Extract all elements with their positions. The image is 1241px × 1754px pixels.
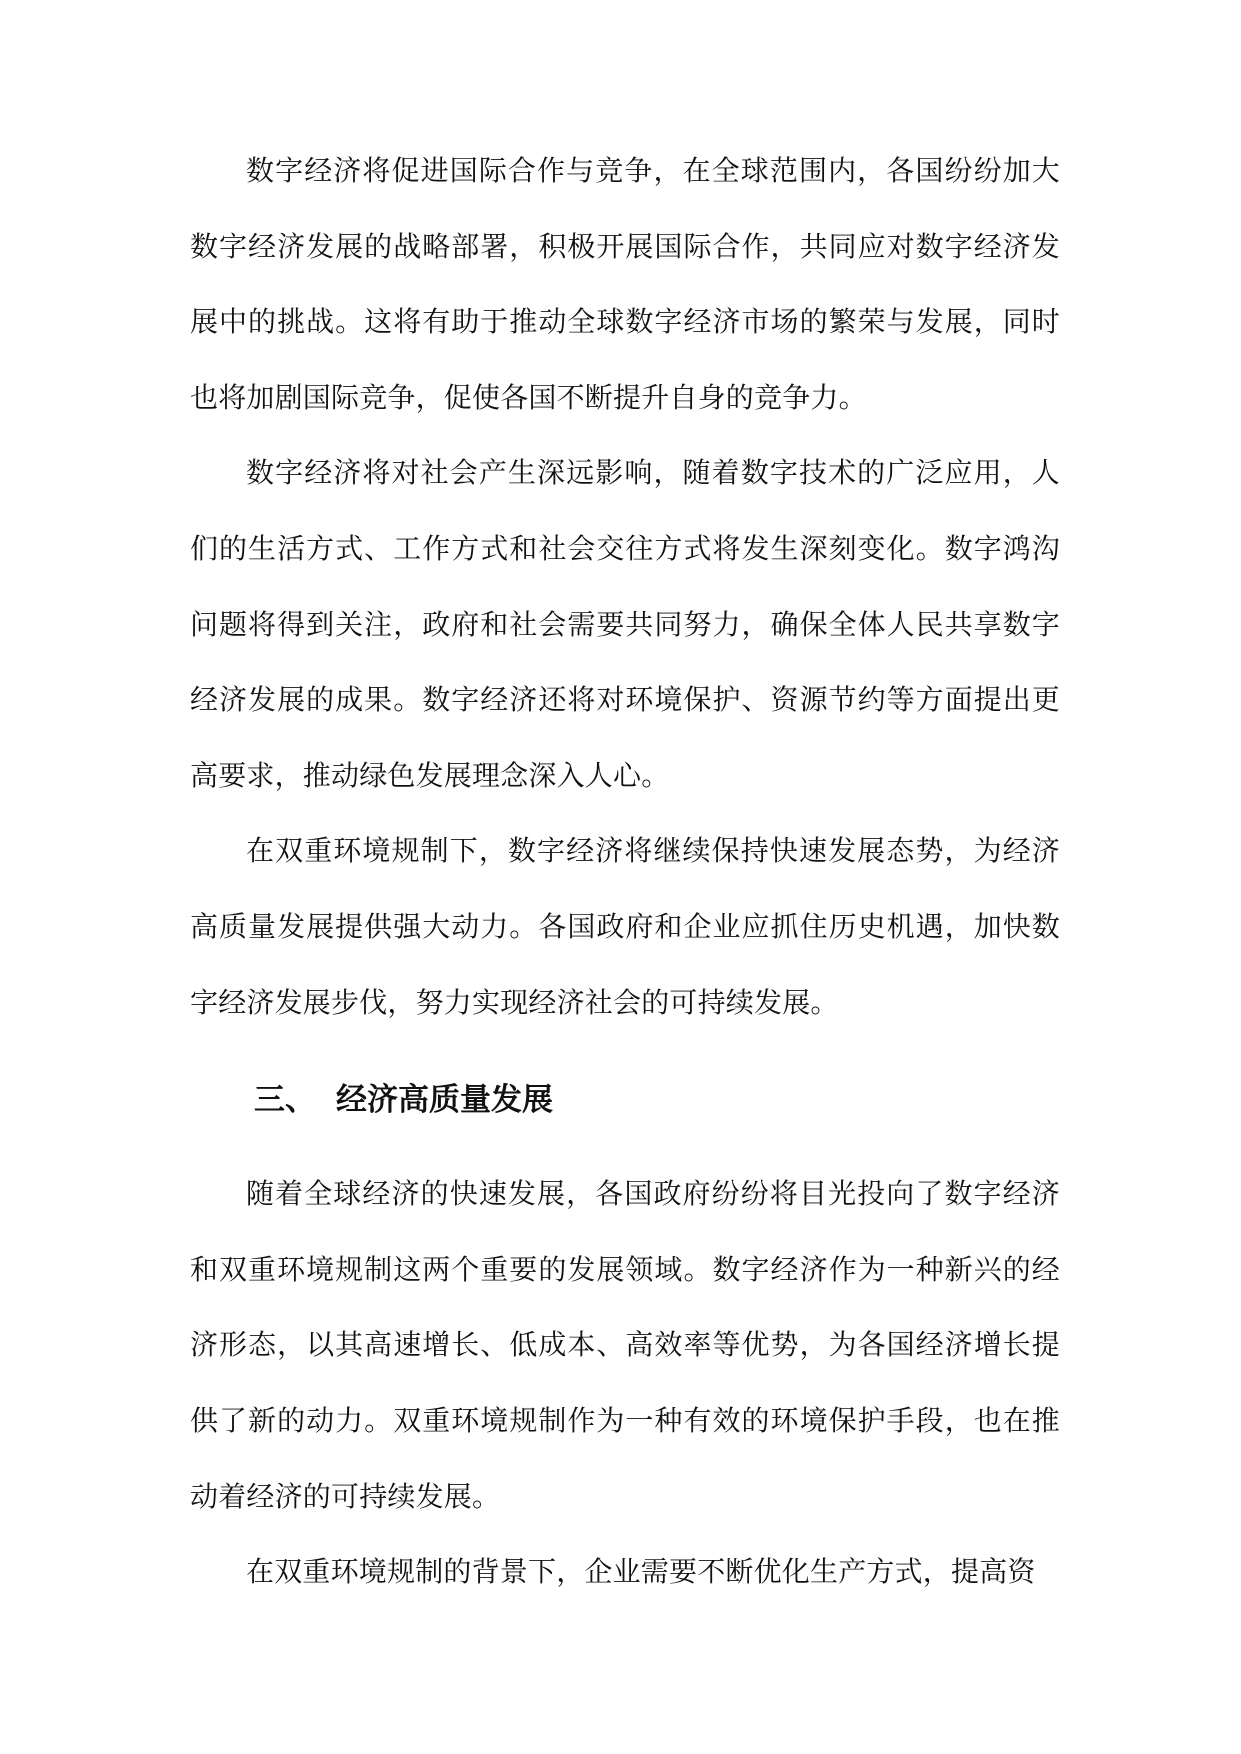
paragraph-global-economy: 随着全球经济的快速发展，各国政府纷纷将目光投向了数字经济和双重环境规制这两个重要的发展领域。数字经济作为一种新兴的经济形态，以其高速增长、低成本、高效率等优势，为各国经济增长提供了新的动力。双重环境规制作为一种有效的环境保护手段，也在推动着经济的可持续发展。 <box>190 1177 1060 1513</box>
paragraph-social-impact: 数字经济将对社会产生深远影响，随着数字技术的广泛应用，人们的生活方式、工作方式和社会交往方式将发生深刻变化。数字鸿沟问题将得到关注，政府和社会需要共同努力，确保全体人民共享数字经济发展的成果。数字经济还将对环境保护、资源节约等方面提出更高要求，推动绿色发展理念深入人心。 <box>190 456 1060 792</box>
section-title: 经济高质量发展 <box>336 1081 553 1118</box>
document-body <box>190 133 1060 1610</box>
section-number: 三、 <box>254 1081 316 1118</box>
paragraph-international-cooperation: 数字经济将促进国际合作与竞争，在全球范围内，各国纷纷加大数字经济发展的战略部署，积极开展国际合作，共同应对数字经济发展中的挑战。这将有助于推动全球数字经济市场的繁荣与发展，同时也将加剧国际竞争，促使各国不断提升自身的竞争力。 <box>190 154 1060 414</box>
section-heading <box>190 1066 1060 1126</box>
paragraph-dual-regulation-outlook: 在双重环境规制下，数字经济将继续保持快速发展态势，为经济高质量发展提供强大动力。各国政府和企业应抓住历史机遇，加快数字经济发展步伐，努力实现经济社会的可持续发展。 <box>190 834 1060 1019</box>
paragraph-enterprise-optimization: 在双重环境规制的背景下，企业需要不断优化生产方式，提高资 <box>246 1555 1036 1589</box>
